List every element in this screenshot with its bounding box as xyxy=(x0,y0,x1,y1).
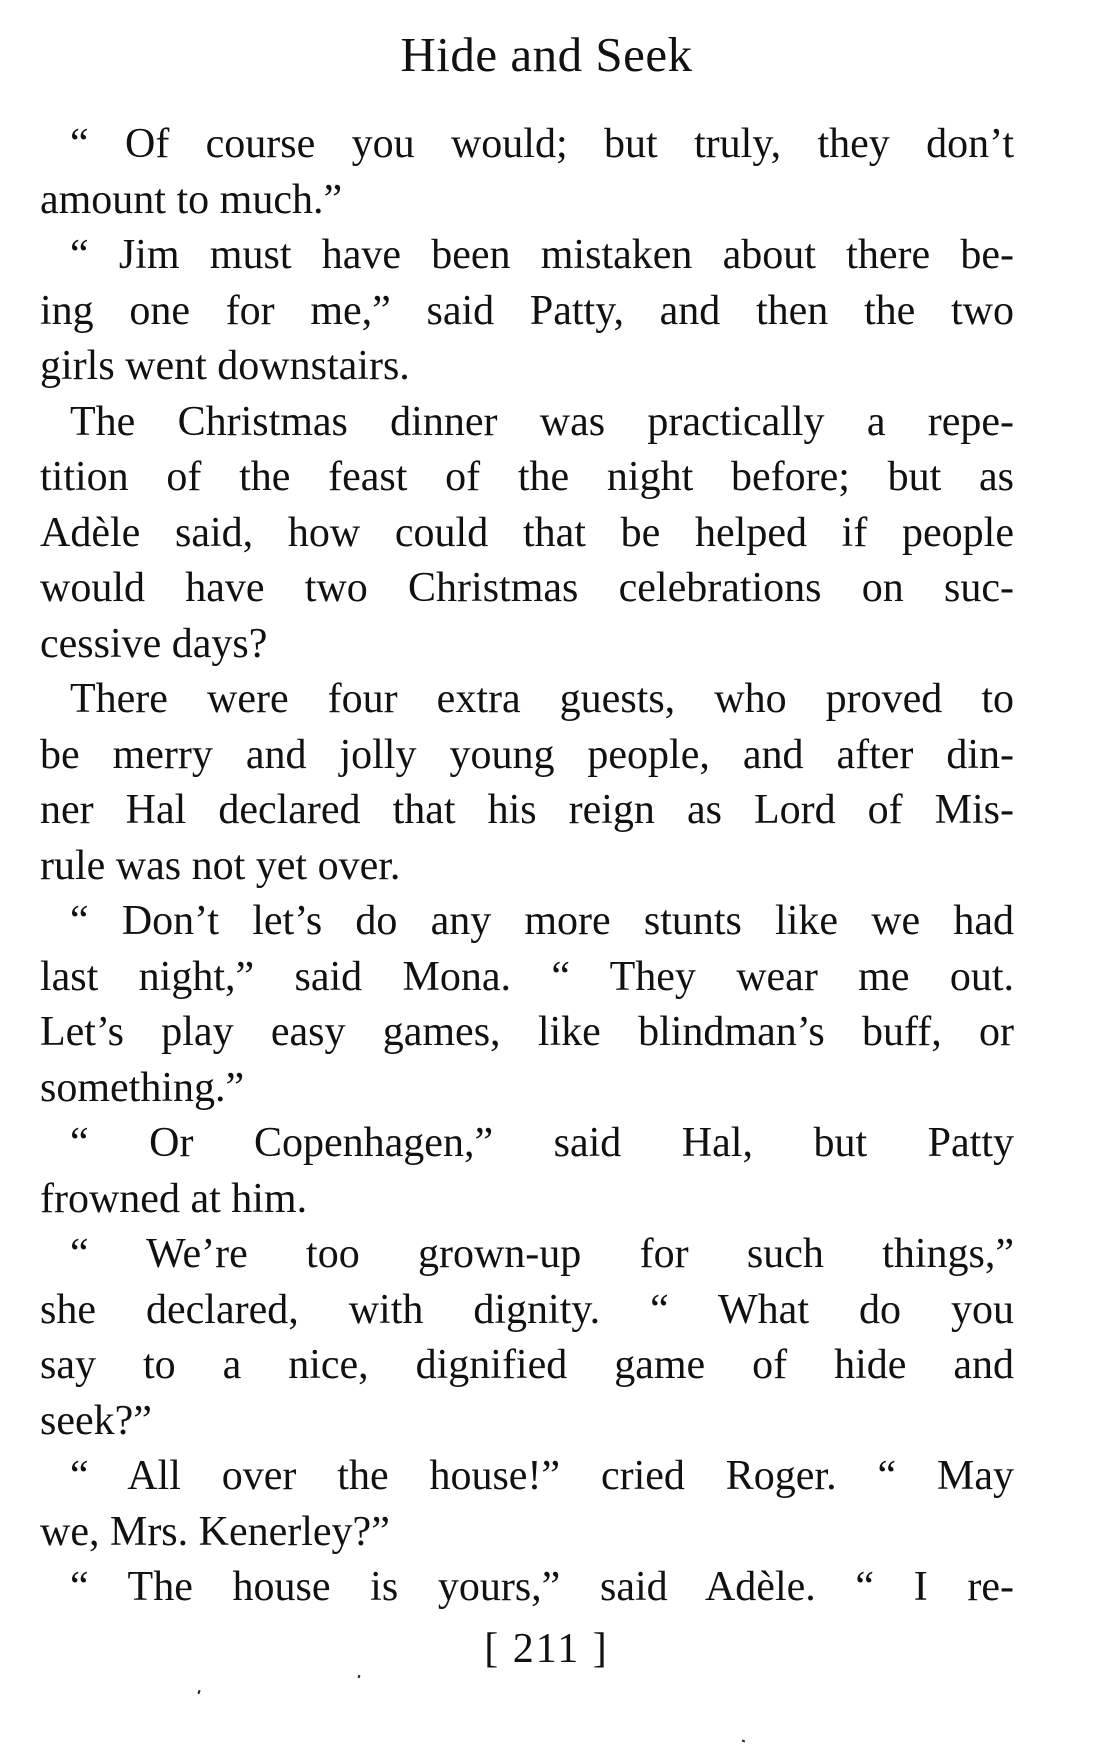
text-line: “ All over the house!” cried Roger. “ May xyxy=(70,1453,1014,1499)
text-line: be merry and jolly young people, and after din- xyxy=(40,731,1014,778)
text-line: Let’s play easy games, like blindman’s buff, or xyxy=(40,1009,1014,1055)
text-line: girls went downstairs. xyxy=(40,343,410,389)
text-line: There were four extra guests, who proved to xyxy=(70,676,1014,722)
text-line: The Christmas dinner was practically a repe- xyxy=(70,398,1014,445)
text-line: “ Or Copenhagen,” said Hal, but Patty xyxy=(70,1120,1014,1166)
text-line: tition of the feast of the night before; but as xyxy=(40,454,1014,500)
text-line: “ Of course you would; but truly, they don’t xyxy=(70,121,1014,167)
text-line: ing one for me,” said Patty, and then the two xyxy=(40,287,1014,334)
text-line: something.” xyxy=(40,1064,245,1111)
text-line: “ The house is yours,” said Adèle. “ I re- xyxy=(70,1564,1014,1610)
text-line: “ We’re too grown-up for such things,” xyxy=(70,1231,1014,1277)
ink-speck xyxy=(197,1690,200,1694)
ink-speck xyxy=(742,1740,746,1743)
page-body xyxy=(40,117,1014,1616)
text-line: ner Hal declared that his reign as Lord of Mis- xyxy=(40,787,1014,833)
running-title: Hide and Seek xyxy=(400,27,693,82)
text-line: would have two Christmas celebrations on suc- xyxy=(40,565,1014,611)
text-line: last night,” said Mona. “ They wear me out. xyxy=(40,953,1014,1000)
text-line: rule was not yet over. xyxy=(40,842,401,889)
text-line: seek?” xyxy=(40,1397,152,1444)
text-line: cessive days? xyxy=(40,620,268,667)
text-line: “ Don’t let’s do any more stunts like we had xyxy=(70,898,1014,944)
text-line: amount to much.” xyxy=(40,176,343,223)
text-line: we, Mrs. Kenerley?” xyxy=(40,1508,390,1555)
text-line: frowned at him. xyxy=(40,1175,308,1222)
text-line: Adèle said, how could that be helped if people xyxy=(40,509,1014,556)
page-number: [ 211 ] xyxy=(484,1626,609,1672)
text-line: she declared, with dignity. “ What do you xyxy=(40,1286,1014,1333)
text-line: say to a nice, dignified game of hide and xyxy=(40,1342,1014,1388)
ink-speck xyxy=(358,1675,361,1679)
text-line: “ Jim must have been mistaken about there be- xyxy=(70,232,1014,278)
